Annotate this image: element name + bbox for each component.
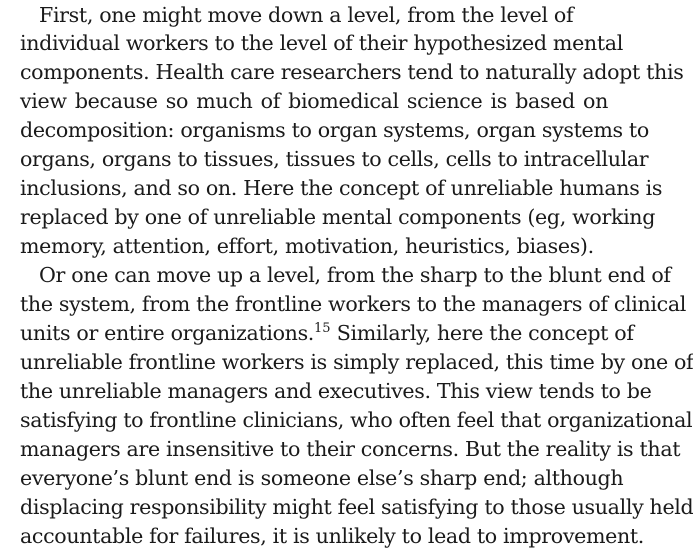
text-line: replaced by one of unreliable mental components (eg, working bbox=[20, 205, 656, 229]
text-line: everyone’s blunt end is someone else’s sharp end; although bbox=[20, 466, 624, 490]
text-segment: units or entire organizations. bbox=[20, 321, 315, 345]
text-line: unreliable frontline workers is simply replaced, this time by one of bbox=[20, 350, 693, 374]
text-line: organs, organs to tissues, tissues to cells, cells to intracellular bbox=[20, 147, 649, 171]
text-line: decomposition: organisms to organ systems, organ systems to bbox=[20, 118, 649, 142]
text-line: view because so much of biomedical science is based on bbox=[20, 89, 608, 113]
citation-superscript: 15 bbox=[314, 321, 331, 336]
text-line: the system, from the frontline workers to the managers of clinical bbox=[20, 292, 686, 316]
text-line: individual workers to the level of their hypothesized mental bbox=[20, 31, 623, 55]
text-line: managers are insensitive to their concerns. But the reality is that bbox=[20, 437, 681, 461]
text-line: satisfying to frontline clinicians, who often feel that organizational bbox=[20, 408, 693, 432]
text-line: components. Health care researchers tend to naturally adopt this bbox=[20, 60, 684, 84]
text-line-with-citation bbox=[20, 321, 634, 345]
text-line: memory, attention, effort, motivation, heuristics, biases). bbox=[20, 234, 594, 258]
text-line: First, one might move down a level, from the level of bbox=[39, 3, 574, 27]
text-segment: Similarly, here the concept of bbox=[330, 321, 634, 345]
text-line: the unreliable managers and executives. This view tends to be bbox=[20, 379, 652, 403]
text-line: displacing responsibility might feel satisfying to those usually held bbox=[20, 495, 693, 519]
text-line: accountable for failures, it is unlikely to lead to improvement. bbox=[20, 524, 644, 548]
text-line: inclusions, and so on. Here the concept of unreliable humans is bbox=[20, 176, 663, 200]
text-line: Or one can move up a level, from the sharp to the blunt end of bbox=[39, 263, 671, 287]
